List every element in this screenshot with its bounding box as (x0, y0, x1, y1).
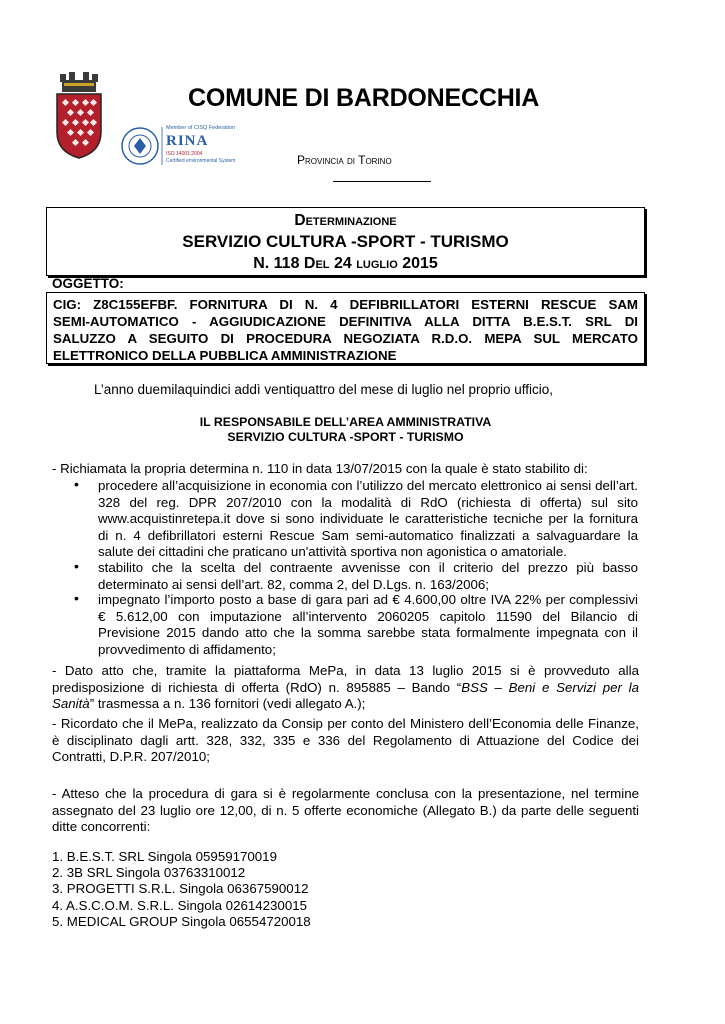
responsible-line: SERVIZIO CULTURA -SPORT - TURISMO (227, 429, 464, 444)
rina-iso-text: ISO 14001:2004 (166, 151, 203, 157)
list-item: 5. MEDICAL GROUP Singola 06554720018 (52, 913, 311, 929)
firms-list (52, 849, 311, 930)
list-item: 3. PROGETTI S.R.L. Singola 06367590012 (52, 881, 309, 897)
subject-label: OGGETTO: (52, 276, 124, 291)
paragraph-line: ditte concorrenti: (52, 819, 151, 834)
bullet-marker: • (74, 476, 79, 492)
bullet-line: salute dei cittadini che praticano un'attività sportiva non agonistica o amatoriale. (98, 544, 567, 559)
subject-box (46, 292, 645, 364)
responsible-line: IL RESPONSABILE DELL’AREA AMMINISTRATIVA (199, 415, 492, 429)
determination-service: SERVIZIO CULTURA -SPORT - TURISMO (182, 232, 509, 251)
paragraph-mepa-rdo (52, 663, 639, 713)
bullet-marker: • (74, 558, 79, 574)
paragraph-line: - Atteso che la procedura di gara si è regolarmente conclusa con la presentazione, nel termine (52, 786, 639, 801)
paragraph-line: - Ricordato che il MePa, realizzato da Consip per conto del Ministero dell’Economia delle Finanze, (52, 716, 639, 731)
list-item: 4. A.S.C.O.M. S.R.L. Singola 02614230015 (52, 897, 308, 913)
bullet-marker: • (74, 590, 79, 606)
bullet-line: www.acquistinretepa.it dove si sono individuate le caratteristiche tecniche per la fornitura (98, 511, 638, 526)
paragraph-line: predisposizione di richiesta di offerta (RdO) n. 895885 – Bando “BSS – Beni e Servizi per la (52, 679, 640, 695)
bullet-line: stabilito che la scelta del contraente avvenisse con il criterio del prezzo più basso (98, 560, 638, 575)
bullet-line: procedere all’acquisizione in economia con l’utilizzo del mercato elettronico ai sensi dell’art. (98, 478, 638, 493)
bullet-line: 328 del reg. DPR 207/2010 con la modalità di RdO (richiesta di offerta) sul sito (98, 494, 638, 510)
list-item: 2. 3B SRL Singola 03763310012 (52, 865, 246, 881)
responsible-heading (46, 415, 645, 444)
paragraph-line: Sanità” trasmessa a n. 136 fornitori (vedi allegato A.); (52, 696, 366, 711)
determination-heading: Determinazione (294, 212, 397, 229)
bullet-line: Previsione 2015 dando atto che la somma sarebbe stata formalmente impegnata con il (98, 625, 638, 640)
paragraph-line: è disciplinato dagli artt. 328, 332, 335 e 336 del Regolamento di Attuazione del Codice dei (52, 732, 639, 748)
determination-number: N. 118 Del 24 luglio 2015 (253, 255, 438, 272)
bullet-line: € 5.612,00 con imputazione all’intervento 2060205 capitolo 11590 del Bilancio di (98, 608, 638, 624)
bullet-item (98, 478, 638, 561)
paragraph-offers (52, 786, 639, 836)
rina-brand: RINA (166, 133, 209, 149)
paragraph-consip (52, 716, 639, 766)
municipality-title: COMUNE DI BARDONECCHIA (188, 84, 540, 112)
bullet-line: di n. 4 defibrillatori esterni Rescue Sam semi-automatico finalizzati a salvaguardare la (98, 527, 638, 543)
bullet-line: determinato ai sensi dell’art. 82, comma 2, del D.Lgs. n. 163/2006; (98, 576, 489, 592)
rina-member-text: Member of CISQ Federation (166, 125, 236, 131)
rina-certification-logo (120, 123, 248, 169)
paragraph-line: Contratti, D.P.R. 207/2010; (52, 749, 210, 764)
province-label: Provincia di Torino (297, 153, 392, 167)
subject-line: CIG: Z8C155EFBF. FORNITURA DI N. 4 DEFIBRILLATORI ESTERNI RESCUE SAM (53, 297, 638, 312)
intro-sentence: L’anno duemilaquindici addì ventiquattro del mese di luglio nel proprio ufficio, (94, 382, 554, 397)
coat-of-arms-logo (54, 70, 104, 160)
rina-cert-text: Certified environmental System (166, 158, 236, 164)
paragraph-line: assegnato del 23 luglio ore 12,00, di n. 5 offerte economiche (Allegato B.) da parte delle seguenti (52, 802, 639, 818)
bullet-item (98, 592, 638, 658)
subject-line: ELETTRONICO DELLA PUBBLICA AMMINISTRAZIONE (53, 348, 397, 363)
bullet-line: impegnato l’importo posto a base di gara pari ad € 4.600,00 oltre IVA 22% per complessivi (98, 592, 638, 607)
bullet-line: provvedimento di affidamento; (98, 641, 276, 657)
province-divider (333, 181, 431, 182)
subject-line: SEMI-AUTOMATICO - AGGIUDICAZIONE DEFINITIVA ALLA DITTA B.E.S.T. SRL DI (53, 314, 638, 329)
paragraph-recalled: - Richiamata la propria determina n. 110 in data 13/07/2015 con la quale è stato stabilito di: (52, 461, 588, 476)
subject-line: SALUZZO A SEGUITO DI PROCEDURA NEGOZIATA R.D.O. MEPA SUL MERCATO (53, 331, 638, 346)
bullet-item (98, 560, 638, 593)
determination-box (46, 207, 645, 276)
list-item: 1. B.E.S.T. SRL Singola 05959170019 (52, 849, 277, 864)
paragraph-line: - Dato atto che, tramite la piattaforma MePa, in data 13 luglio 2015 si è provveduto alla (52, 663, 639, 678)
